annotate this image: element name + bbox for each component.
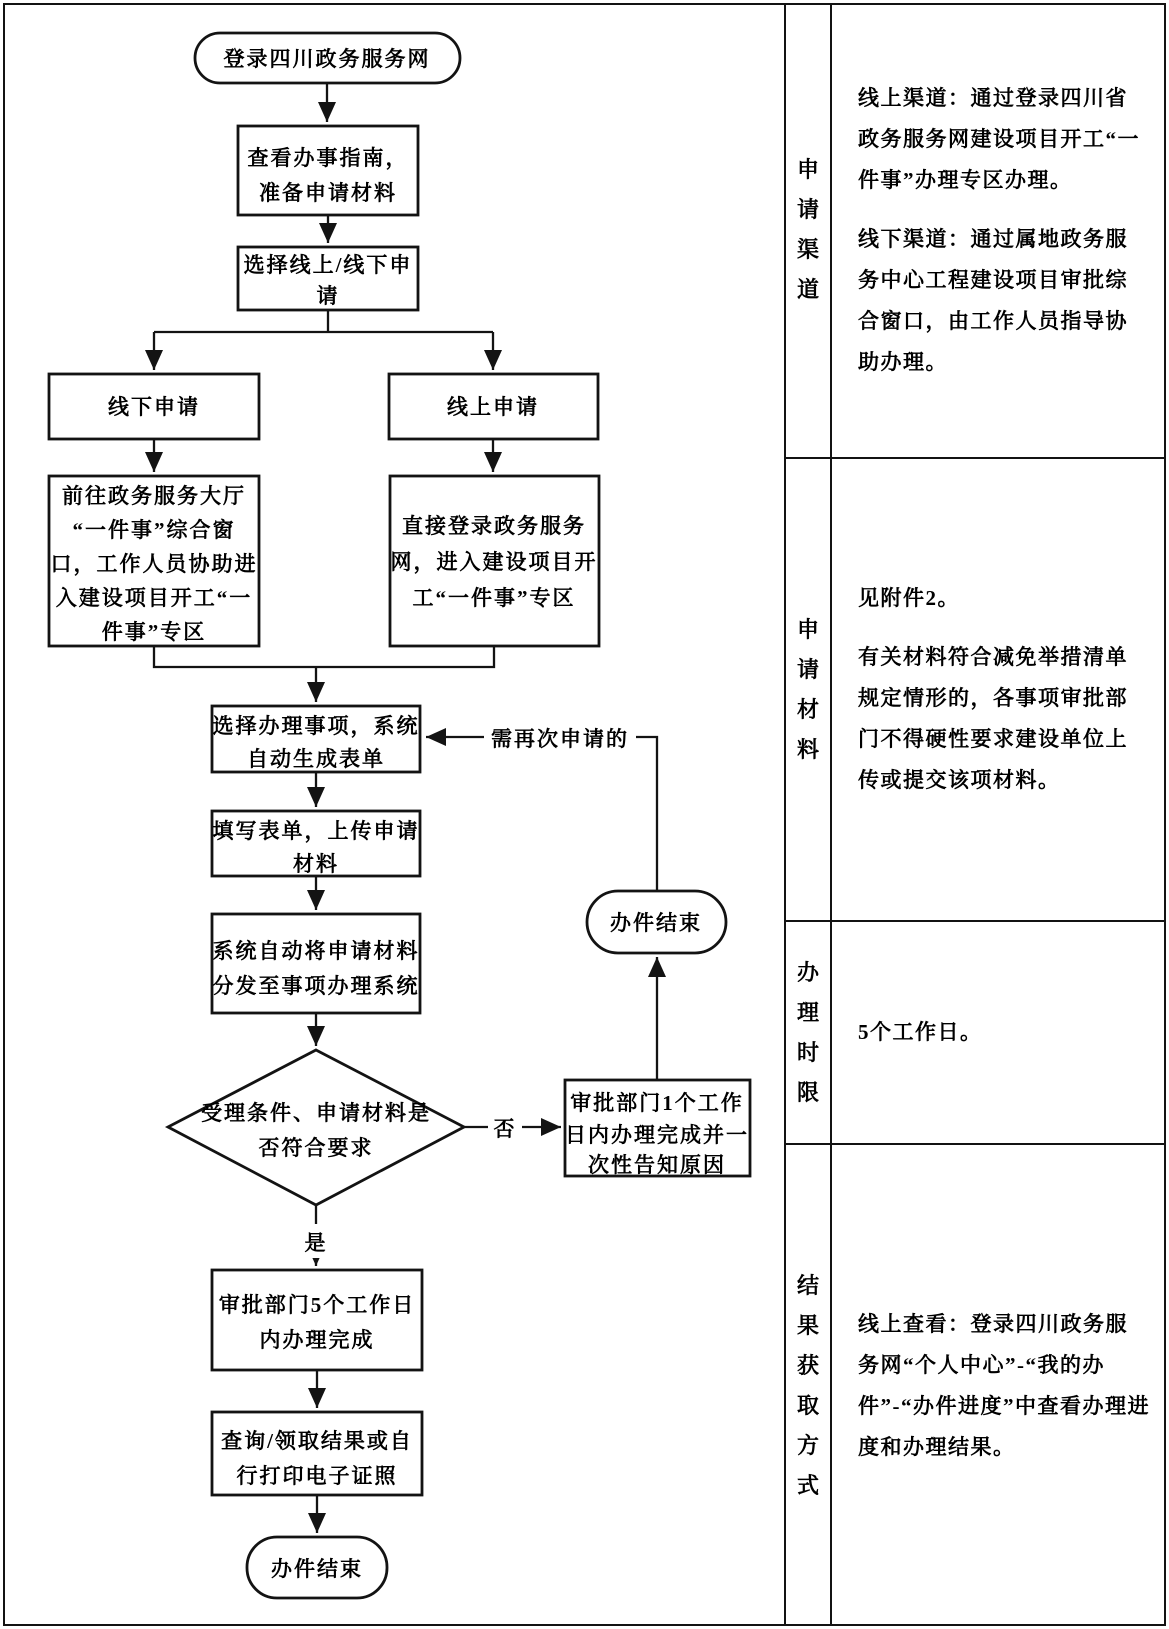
node-text: 选择办理事项，系统 <box>212 714 420 738</box>
node-text: 线上申请 <box>447 395 539 419</box>
node-text: 材料 <box>293 852 339 876</box>
section-application-materials <box>786 457 1166 920</box>
node-text: “一件事”综合窗 <box>72 518 236 542</box>
node-text: 请 <box>316 284 340 308</box>
section-label-cell <box>786 922 832 1143</box>
section-label: 办理时限 <box>796 959 819 1105</box>
node-text: 办件结束 <box>610 911 702 935</box>
yes-label: 是 <box>304 1231 328 1255</box>
section-label-cell <box>786 459 832 920</box>
section-paragraph: 线上渠道：通过登录四川省政务服务网建设项目开工“一件事”办理专区办理。 <box>858 85 1140 192</box>
node-text: 系统自动将申请材料 <box>212 939 420 963</box>
section-paragraph: 见附件2。 <box>858 586 960 610</box>
node-text: 受理条件、申请材料是 <box>201 1101 431 1125</box>
node-decision <box>168 1050 464 1205</box>
node-start <box>195 33 460 83</box>
process-shape <box>212 914 420 1013</box>
node-text: 自动生成表单 <box>247 747 385 771</box>
section-paragraph: 线上查看：登录四川政务服务网“个人中心”-“我的办件”-“办件进度”中查看办理进度和办理结果。 <box>858 1311 1150 1459</box>
section-paragraph: 有关材料符合减免举措清单规定情形的，各事项审批部门不得硬性要求建设单位上传或提交该项材料。 <box>858 645 1128 792</box>
node-text: 办件结束 <box>271 1557 363 1581</box>
section-text-cell <box>832 922 1166 1143</box>
edge-split <box>154 310 493 332</box>
node-text: 线下申请 <box>108 395 200 419</box>
node-text: 内办理完成 <box>259 1328 375 1352</box>
node-text: 登录四川政务服务网 <box>223 47 431 71</box>
node-offline <box>49 374 259 439</box>
section-label: 结果获取方式 <box>796 1272 819 1498</box>
node-end-bottom <box>247 1537 387 1598</box>
section-label: 申请渠道 <box>796 157 819 302</box>
section-application-channel <box>786 3 1166 457</box>
process-shape <box>212 1270 422 1370</box>
node-approve <box>212 1270 422 1370</box>
node-result <box>212 1412 422 1495</box>
section-paragraph: 5个工作日。 <box>858 1020 983 1044</box>
node-end-right <box>587 891 726 953</box>
node-text: 审批部门5个工作日 <box>218 1293 416 1317</box>
section-paragraph: 线下渠道：通过属地政务服务中心工程建设项目审批综合窗口，由工作人员指导协助办理。 <box>858 226 1128 374</box>
node-offline-detail <box>49 476 259 646</box>
edge-merge <box>154 646 494 667</box>
decision-shape <box>168 1050 464 1205</box>
node-text: 日内办理完成并一 <box>565 1123 749 1147</box>
node-text: 审批部门1个工作 <box>570 1091 744 1115</box>
section-label-cell <box>786 3 832 457</box>
node-text: 次性告知原因 <box>588 1153 726 1177</box>
reapply-label: 需再次申请的 <box>491 727 629 751</box>
no-label: 否 <box>493 1117 517 1141</box>
section-processing-time <box>786 920 1166 1143</box>
node-choose <box>238 247 418 310</box>
node-select-items <box>212 706 420 772</box>
node-text: 入建设项目开工“一 <box>55 586 253 610</box>
node-text: 准备申请材料 <box>259 181 397 205</box>
node-text: 分发至事项办理系统 <box>212 974 420 998</box>
node-text: 工“一件事”专区 <box>412 586 576 610</box>
info-panel <box>784 3 1166 1626</box>
node-text: 口，工作人员协助进 <box>50 552 258 576</box>
section-label-cell <box>786 1145 832 1626</box>
node-text: 前往政务服务大厅 <box>62 484 246 508</box>
section-result-retrieval <box>786 1143 1166 1626</box>
node-text: 行打印电子证照 <box>236 1464 398 1488</box>
node-text: 网，进入建设项目开 <box>390 550 598 574</box>
node-text: 选择线上/线下申 <box>243 253 413 277</box>
section-label: 申请材料 <box>796 616 819 762</box>
node-online <box>389 374 598 439</box>
node-guide <box>238 126 418 215</box>
node-text: 查询/领取结果或自 <box>221 1429 413 1453</box>
node-online-detail <box>390 476 599 646</box>
node-text: 件事”专区 <box>101 620 207 644</box>
node-text: 填写表单，上传申请 <box>212 819 420 843</box>
node-text: 否符合要求 <box>258 1136 374 1160</box>
node-dispatch <box>212 914 420 1013</box>
node-fill-form <box>212 811 420 876</box>
section-text-cell <box>832 1145 1166 1626</box>
section-text-cell <box>832 3 1166 457</box>
edge-reapply <box>426 737 657 891</box>
section-text-cell <box>832 459 1166 920</box>
node-text: 查看办事指南， <box>247 146 409 170</box>
node-text: 直接登录政务服务 <box>402 514 586 538</box>
node-reject <box>565 1080 750 1177</box>
